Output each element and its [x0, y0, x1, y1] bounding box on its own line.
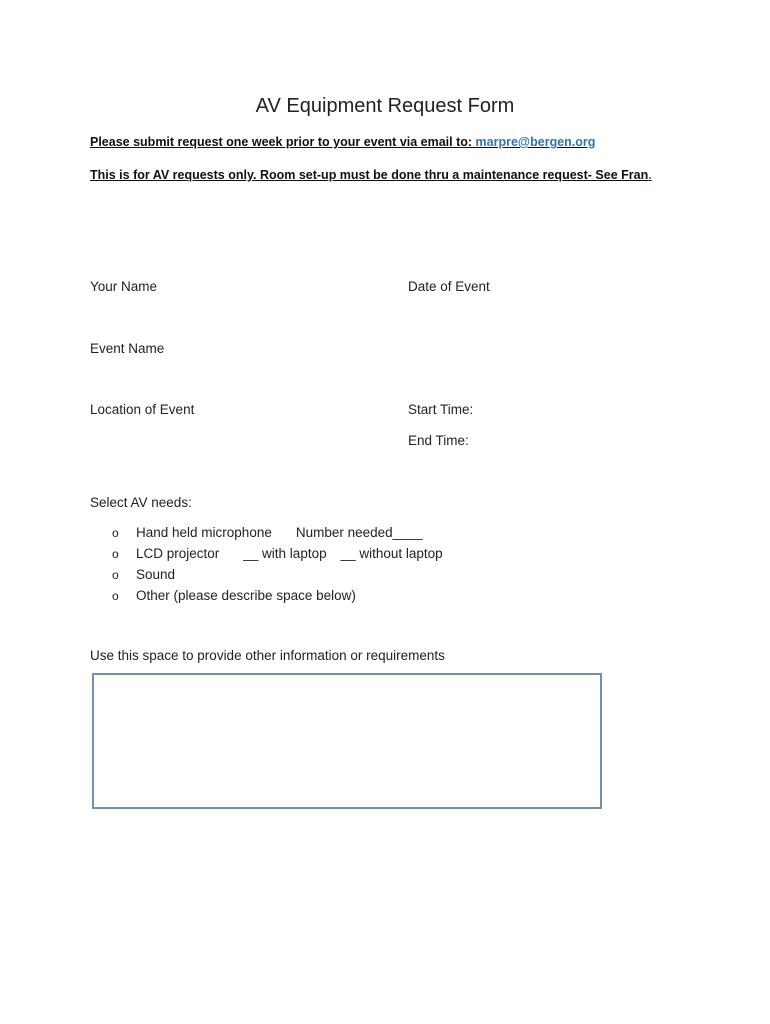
av-only-notice-text: This is for AV requests only. Room set-up must be done thru a maintenance request- See Fran	[90, 168, 649, 182]
option-label: Sound	[136, 567, 176, 582]
with-laptop-option[interactable]: __ with laptop	[243, 546, 327, 561]
start-time-label: Start Time:	[408, 402, 474, 417]
av-only-notice-end: .	[648, 168, 652, 182]
form-title: AV Equipment Request Form	[255, 95, 515, 117]
submit-notice	[90, 135, 595, 149]
location-label: Location of Event	[90, 402, 195, 417]
option-bullet: o	[112, 568, 119, 582]
email-link[interactable]: marpre@bergen.org	[475, 135, 596, 149]
option-label: Other (please describe space below)	[136, 588, 356, 603]
av-option-other[interactable]	[112, 588, 356, 603]
your-name-label: Your Name	[90, 279, 158, 294]
option-label: Hand held microphone	[136, 525, 272, 540]
other-info-textbox[interactable]	[92, 673, 602, 809]
number-needed-field[interactable]: Number needed____	[295, 525, 423, 540]
submit-notice-text: Please submit request one week prior to your event via email to:	[90, 135, 473, 149]
av-option-microphone[interactable]	[112, 525, 423, 540]
option-bullet: o	[112, 547, 119, 561]
av-only-notice	[90, 165, 660, 186]
event-name-label: Event Name	[90, 341, 165, 356]
other-info-label: Use this space to provide other information or requirements	[90, 648, 445, 663]
av-option-sound[interactable]	[112, 567, 175, 582]
av-option-lcd-projector[interactable]	[112, 546, 443, 561]
date-of-event-label: Date of Event	[408, 279, 490, 294]
option-bullet: o	[112, 589, 119, 603]
av-needs-heading: Select AV needs:	[90, 495, 192, 510]
option-label: LCD projector	[136, 546, 220, 561]
end-time-label: End Time:	[408, 433, 469, 448]
option-bullet: o	[112, 526, 119, 540]
without-laptop-option[interactable]: __ without laptop	[340, 546, 443, 561]
